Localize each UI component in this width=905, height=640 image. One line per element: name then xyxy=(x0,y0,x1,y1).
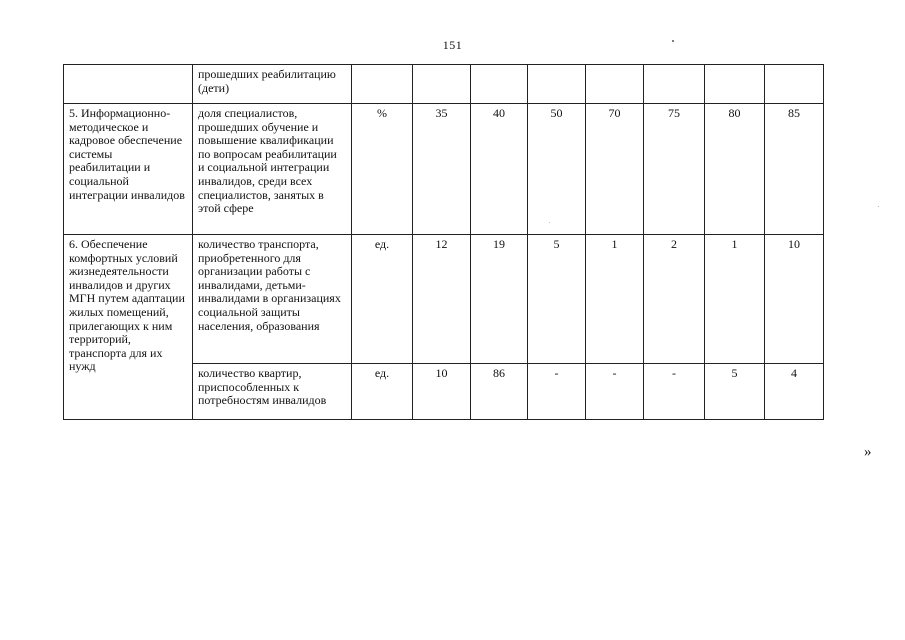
value-cell: 40 xyxy=(471,104,528,235)
value-cell: 19 xyxy=(471,235,528,364)
value-cell xyxy=(644,65,705,104)
value-cell: 5 xyxy=(528,235,586,364)
value-cell xyxy=(705,65,765,104)
value-cell: 1 xyxy=(586,235,644,364)
value-cell: 86 xyxy=(471,364,528,420)
direction-cell xyxy=(64,65,193,104)
value-cell: 5 xyxy=(705,364,765,420)
value-cell xyxy=(413,65,471,104)
unit-cell: ед. xyxy=(352,364,413,420)
value-cell: - xyxy=(586,364,644,420)
indicator-cell: количество транспорта, приобретенного для организации работы с инвалидами, детьми-инвалидами в организациях социальной защиты населения, образования xyxy=(193,235,352,364)
indicators-table xyxy=(63,64,824,420)
value-cell: 85 xyxy=(765,104,824,235)
table-row xyxy=(64,235,824,364)
unit-cell xyxy=(352,65,413,104)
value-cell: 10 xyxy=(765,235,824,364)
value-cell: 75 xyxy=(644,104,705,235)
table-row xyxy=(64,104,824,235)
value-cell: 1 xyxy=(705,235,765,364)
value-cell: 70 xyxy=(586,104,644,235)
scan-speck xyxy=(672,40,674,42)
direction-cell: 5. Информационно-методическое и кадровое обеспечение системы реабилитации и социальной интеграции инвалидов xyxy=(64,104,193,235)
value-cell: 10 xyxy=(413,364,471,420)
value-cell: 4 xyxy=(765,364,824,420)
value-cell xyxy=(586,65,644,104)
unit-cell: ед. xyxy=(352,235,413,364)
scan-speck xyxy=(878,206,879,207)
value-cell xyxy=(765,65,824,104)
indicator-cell: количество квартир, приспособленных к потребностям инвалидов xyxy=(193,364,352,420)
page-number: 151 xyxy=(442,38,463,52)
direction-cell: 6. Обеспечение комфортных условий жизнедеятельности инвалидов и других МГН путем адаптации жилых помещений, прилегающих к ним территорий, транспорта для их нужд xyxy=(64,235,193,420)
value-cell xyxy=(471,65,528,104)
value-cell: 35 xyxy=(413,104,471,235)
value-cell: 80 xyxy=(705,104,765,235)
value-cell: 2 xyxy=(644,235,705,364)
closing-quote-mark: » xyxy=(864,444,872,460)
indicator-cell: доля специалистов, прошедших обучение и повышение квалификации по вопросам реабилитации и социальной интеграции инвалидов, среди всех специалистов, занятых в этой сфере xyxy=(193,104,352,235)
table-row xyxy=(64,65,824,104)
value-cell: - xyxy=(644,364,705,420)
value-cell: 12 xyxy=(413,235,471,364)
value-cell: 50 xyxy=(528,104,586,235)
value-cell: - xyxy=(528,364,586,420)
unit-cell: % xyxy=(352,104,413,235)
indicator-cell: прошедших реабилитацию (дети) xyxy=(193,65,352,104)
value-cell xyxy=(528,65,586,104)
